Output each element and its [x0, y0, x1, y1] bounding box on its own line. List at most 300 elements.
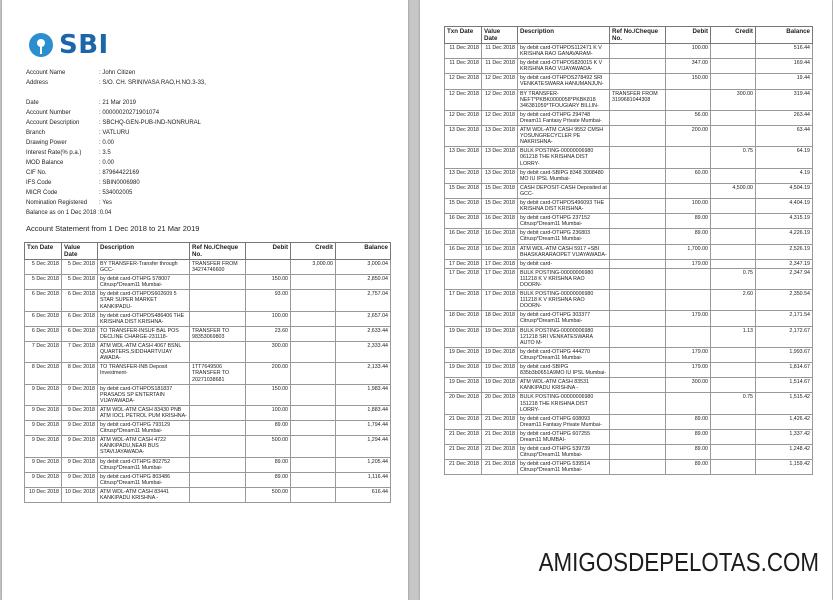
table-header-row: [445, 27, 813, 44]
cell-balance: 319.44: [756, 89, 813, 110]
account-info-label: Account Number: [26, 110, 71, 116]
cell-txn-date: 16 Dec 2018: [445, 244, 482, 259]
cell-ref-no: [610, 147, 666, 168]
cell-value-date: 11 Dec 2018: [482, 59, 518, 74]
cell-credit: [711, 59, 756, 74]
cell-description: BULK POSTING-00000006980 111218 K V KRISHNA RAO DOORN-: [518, 268, 610, 289]
account-info-label: Drawing Power: [26, 140, 67, 146]
cell-debit: 89.00: [666, 445, 711, 460]
cell-txn-date: 12 Dec 2018: [445, 89, 482, 110]
cell-description: by debit card-: [518, 259, 610, 268]
col-txn-date: Txn Date: [445, 27, 482, 44]
cell-credit: [291, 311, 336, 326]
cell-txn-date: 8 Dec 2018: [25, 363, 62, 384]
table-header-row: [25, 243, 391, 260]
sbi-logo: [29, 30, 109, 60]
cell-txn-date: 20 Dec 2018: [445, 393, 482, 414]
cell-balance: 2,171.54: [756, 311, 813, 326]
table-row: [445, 89, 813, 110]
cell-value-date: 17 Dec 2018: [482, 259, 518, 268]
cell-balance: 64.19: [756, 147, 813, 168]
col-value-date: Value Date: [482, 27, 518, 44]
cell-value-date: 21 Dec 2018: [482, 429, 518, 444]
cell-txn-date: 21 Dec 2018: [445, 460, 482, 475]
cell-credit: [711, 445, 756, 460]
cell-balance: 1,883.44: [336, 405, 391, 420]
cell-debit: 89.00: [666, 460, 711, 475]
cell-credit: [291, 436, 336, 457]
cell-txn-date: 17 Dec 2018: [445, 259, 482, 268]
cell-debit: 200.00: [666, 126, 711, 147]
cell-description: CASH DEPOSIT-CASH Deposited at GCC-: [518, 183, 610, 198]
cell-value-date: 7 Dec 2018: [62, 342, 98, 363]
cell-value-date: 11 Dec 2018: [482, 44, 518, 59]
cell-balance: 4,315.19: [756, 214, 813, 229]
cell-description: by debit card-OTHPOS486406 THE KRISHNA DIST KRISHNA-: [98, 311, 190, 326]
cell-credit: [711, 168, 756, 183]
table-row: [25, 384, 391, 405]
account-info-label: Balance as on 1 Dec 2018 :0.04: [26, 210, 112, 216]
cell-ref-no: [610, 347, 666, 362]
cell-ref-no: TRANSFER FROM 34274746600: [190, 260, 246, 275]
cell-ref-no: [610, 445, 666, 460]
cell-txn-date: 7 Dec 2018: [25, 342, 62, 363]
account-info-row: [26, 128, 206, 138]
cell-balance: 1,116.44: [336, 472, 391, 487]
cell-value-date: 9 Dec 2018: [62, 384, 98, 405]
cell-value-date: 16 Dec 2018: [482, 229, 518, 244]
cell-ref-no: [190, 405, 246, 420]
cell-ref-no: [610, 229, 666, 244]
cell-credit: [291, 405, 336, 420]
cell-credit: [291, 290, 336, 311]
cell-value-date: 10 Dec 2018: [62, 487, 98, 502]
table-row: [445, 378, 813, 393]
cell-balance: 2,657.04: [336, 311, 391, 326]
account-info-value: : VATLURU: [99, 130, 130, 136]
cell-ref-no: [610, 311, 666, 326]
cell-txn-date: 5 Dec 2018: [25, 275, 62, 290]
cell-balance: 4,226.19: [756, 229, 813, 244]
transactions-body-page-2: [445, 44, 813, 475]
cell-value-date: 9 Dec 2018: [62, 436, 98, 457]
cell-balance: 2,850.04: [336, 275, 391, 290]
table-row: [445, 229, 813, 244]
account-info-row: [26, 198, 206, 208]
sbi-logo-icon: [29, 33, 53, 57]
col-balance: Balance: [336, 243, 391, 260]
cell-value-date: 19 Dec 2018: [482, 326, 518, 347]
cell-balance: 19.44: [756, 74, 813, 89]
cell-description: by debit card-OTHPG 237152 Citrusp*Dream11 Mumbai-: [518, 214, 610, 229]
account-info-row: [26, 98, 206, 108]
cell-txn-date: 12 Dec 2018: [445, 110, 482, 125]
cell-balance: 1,515.42: [756, 393, 813, 414]
table-row: [445, 74, 813, 89]
cell-description: by debit card-OTHPG 444270 Citrusp*Dream11 Mumbai-: [518, 347, 610, 362]
cell-credit: [291, 342, 336, 363]
cell-description: by debit card-OTHPOS602609 5 STAR SUPER MARKET KANKIPADU-: [98, 290, 190, 311]
cell-description: by debit card-SBIPG 8348 3008480 MO IU IPSL Mumbai-: [518, 168, 610, 183]
cell-description: BULK POSTING-00000006980 061218 THE KRISHNA DIST LORRY-: [518, 147, 610, 168]
cell-balance: 1,993.67: [756, 347, 813, 362]
col-debit: Debit: [246, 243, 291, 260]
transactions-body-page-1: [25, 260, 391, 503]
cell-debit: [666, 89, 711, 110]
account-info-label: Address: [26, 80, 49, 86]
cell-ref-no: [610, 460, 666, 475]
table-row: [25, 405, 391, 420]
cell-credit: [291, 457, 336, 472]
cell-ref-no: [190, 275, 246, 290]
table-row: [445, 429, 813, 444]
cell-description: BULK POSTING-00000006980 121218 SRI VENKATESWARA AUTO M-: [518, 326, 610, 347]
cell-debit: 179.00: [666, 259, 711, 268]
cell-balance: 4,404.19: [756, 198, 813, 213]
account-info: [26, 68, 206, 218]
cell-ref-no: [610, 59, 666, 74]
cell-credit: [711, 244, 756, 259]
account-info-value: : 0.00: [99, 160, 115, 166]
cell-description: BY TRANSFER-Transfer through GCC-: [98, 260, 190, 275]
cell-txn-date: 21 Dec 2018: [445, 429, 482, 444]
cell-credit: 1.13: [711, 326, 756, 347]
cell-debit: 89.00: [246, 472, 291, 487]
col-ref: Ref No./Cheque No.: [190, 243, 246, 260]
cell-value-date: 13 Dec 2018: [482, 126, 518, 147]
cell-value-date: 13 Dec 2018: [482, 147, 518, 168]
cell-debit: 200.00: [246, 363, 291, 384]
col-credit: Credit: [711, 27, 756, 44]
account-info-row: [26, 138, 206, 148]
cell-debit: 150.00: [246, 384, 291, 405]
account-info-row: [26, 88, 206, 98]
cell-description: by debit card-OTHPG 294748 Dream11 Fantasy Private Mumbai-: [518, 110, 610, 125]
cell-value-date: 20 Dec 2018: [482, 393, 518, 414]
col-credit: Credit: [291, 243, 336, 260]
cell-ref-no: [610, 259, 666, 268]
cell-balance: 2,333.44: [336, 342, 391, 363]
cell-credit: [291, 384, 336, 405]
statement-page-2: [420, 0, 832, 600]
cell-ref-no: [610, 429, 666, 444]
cell-credit: [291, 363, 336, 384]
cell-value-date: 12 Dec 2018: [482, 110, 518, 125]
account-info-label: Account Description: [26, 120, 80, 126]
cell-balance: 1,337.42: [756, 429, 813, 444]
account-info-value: : 0.00: [99, 140, 115, 146]
cell-description: by debit card-OTHPG 578007 Citrusp*Dream11 Mumbai-: [98, 275, 190, 290]
cell-ref-no: TRANSFER TO 98353069803: [190, 326, 246, 341]
cell-balance: 63.44: [756, 126, 813, 147]
cell-txn-date: 6 Dec 2018: [25, 311, 62, 326]
cell-value-date: 19 Dec 2018: [482, 378, 518, 393]
cell-debit: 89.00: [666, 214, 711, 229]
cell-credit: 300.00: [711, 89, 756, 110]
cell-ref-no: [190, 472, 246, 487]
table-row: [445, 110, 813, 125]
cell-balance: 1,514.67: [756, 378, 813, 393]
cell-value-date: 6 Dec 2018: [62, 326, 98, 341]
account-info-label: Nomination Registered: [26, 200, 88, 206]
cell-ref-no: [190, 487, 246, 502]
cell-txn-date: 9 Dec 2018: [25, 384, 62, 405]
cell-description: BY TRANSFER-NEFT*PKBK0000058*PKBK818 346381059*TFOUGIARY BILLIN-: [518, 89, 610, 110]
cell-balance: 2,347.19: [756, 259, 813, 268]
cell-description: ATM WDL-ATM CASH 83531 KANKIPADU KRISHNA -: [518, 378, 610, 393]
cell-ref-no: [190, 384, 246, 405]
cell-credit: [711, 110, 756, 125]
cell-balance: 4.19: [756, 168, 813, 183]
cell-credit: [291, 326, 336, 341]
col-description: Description: [518, 27, 610, 44]
cell-debit: 100.00: [246, 311, 291, 326]
cell-txn-date: 10 Dec 2018: [25, 487, 62, 502]
cell-txn-date: 15 Dec 2018: [445, 198, 482, 213]
cell-ref-no: [610, 126, 666, 147]
account-info-label: Account Name: [26, 70, 66, 76]
cell-balance: 3,000.04: [336, 260, 391, 275]
cell-credit: 3,000.00: [291, 260, 336, 275]
cell-value-date: 17 Dec 2018: [482, 268, 518, 289]
cell-debit: 89.00: [666, 414, 711, 429]
cell-txn-date: 19 Dec 2018: [445, 363, 482, 378]
cell-ref-no: [610, 363, 666, 378]
cell-value-date: 13 Dec 2018: [482, 168, 518, 183]
cell-credit: [291, 487, 336, 502]
table-row: [25, 421, 391, 436]
account-info-value: : 534002005: [99, 190, 133, 196]
account-info-value: : 00000020271901074: [99, 110, 160, 116]
cell-txn-date: 9 Dec 2018: [25, 457, 62, 472]
cell-description: by debit card-OTHPOS112471 K V KRISHNA RAO GANAVARAM-: [518, 44, 610, 59]
cell-debit: [666, 290, 711, 311]
cell-credit: [711, 429, 756, 444]
cell-debit: 300.00: [666, 378, 711, 393]
cell-balance: 4,504.19: [756, 183, 813, 198]
cell-ref-no: [190, 290, 246, 311]
cell-value-date: 21 Dec 2018: [482, 460, 518, 475]
cell-balance: 2,633.44: [336, 326, 391, 341]
cell-description: by debit card-OTHPOS496093 THE KRISHNA DIST KRISHNA-: [518, 198, 610, 213]
cell-description: ATM WDL-ATM CASH 4067 BSNL QUARTERS,SIDDHARTVIJAY AWADA-: [98, 342, 190, 363]
table-row: [25, 326, 391, 341]
table-row: [25, 260, 391, 275]
account-info-row: [26, 168, 206, 178]
cell-value-date: 5 Dec 2018: [62, 260, 98, 275]
table-row: [445, 414, 813, 429]
cell-description: ATM WDL-ATM CASH 4722 KANKIPADU,NEAR BUS STAVIJAYAWADA-: [98, 436, 190, 457]
table-row: [25, 472, 391, 487]
cell-credit: [711, 74, 756, 89]
cell-balance: 1,159.42: [756, 460, 813, 475]
cell-debit: 89.00: [666, 229, 711, 244]
cell-debit: 93.00: [246, 290, 291, 311]
cell-txn-date: 18 Dec 2018: [445, 311, 482, 326]
col-value-date: Value Date: [62, 243, 98, 260]
account-info-row: [26, 68, 206, 78]
cell-ref-no: [610, 183, 666, 198]
account-info-value: : SBCHQ-GEN-PUB-IND-NONRURAL: [99, 120, 202, 126]
col-txn-date: Txn Date: [25, 243, 62, 260]
cell-debit: 1,700.00: [666, 244, 711, 259]
cell-txn-date: 21 Dec 2018: [445, 445, 482, 460]
cell-debit: [666, 147, 711, 168]
cell-debit: 347.00: [666, 59, 711, 74]
cell-value-date: 18 Dec 2018: [482, 311, 518, 326]
cell-debit: 100.00: [246, 405, 291, 420]
cell-debit: 60.00: [666, 168, 711, 183]
cell-txn-date: 6 Dec 2018: [25, 290, 62, 311]
cell-balance: 2,350.54: [756, 290, 813, 311]
cell-debit: 179.00: [666, 347, 711, 362]
cell-txn-date: 13 Dec 2018: [445, 126, 482, 147]
cell-credit: [711, 378, 756, 393]
col-balance: Balance: [756, 27, 813, 44]
cell-ref-no: [190, 457, 246, 472]
cell-credit: [291, 275, 336, 290]
cell-balance: 2,757.04: [336, 290, 391, 311]
cell-description: by debit card-OTHPG 793129 Citrusp*Dream11 Mumbai-: [98, 421, 190, 436]
cell-ref-no: [610, 214, 666, 229]
cell-debit: [666, 326, 711, 347]
cell-credit: [711, 198, 756, 213]
cell-ref-no: [610, 244, 666, 259]
table-row: [445, 244, 813, 259]
cell-balance: 516.44: [756, 44, 813, 59]
cell-description: by debit card-OTHPG 539739 Citrusp*Dream11 Mumbai-: [518, 445, 610, 460]
cell-txn-date: 5 Dec 2018: [25, 260, 62, 275]
cell-value-date: 21 Dec 2018: [482, 445, 518, 460]
cell-credit: [711, 126, 756, 147]
cell-description: by debit card-OTHPG 607255 Dream11 MUMBAI-: [518, 429, 610, 444]
cell-value-date: 16 Dec 2018: [482, 244, 518, 259]
cell-debit: [666, 183, 711, 198]
cell-debit: 150.00: [666, 74, 711, 89]
cell-debit: [246, 260, 291, 275]
cell-description: ATM WDL-ATM CASH 83441 KANKIPADU KRISHNA -: [98, 487, 190, 502]
cell-ref-no: [190, 342, 246, 363]
cell-txn-date: 6 Dec 2018: [25, 326, 62, 341]
table-row: [25, 457, 391, 472]
table-row: [445, 326, 813, 347]
cell-balance: 1,205.44: [336, 457, 391, 472]
table-row: [25, 311, 391, 326]
cell-credit: [711, 229, 756, 244]
table-row: [445, 59, 813, 74]
cell-description: by debit card-OTHPOS278492 SRI VENKATESWARA HANUMANJUN-: [518, 74, 610, 89]
table-row: [25, 487, 391, 502]
cell-txn-date: 11 Dec 2018: [445, 44, 482, 59]
table-row: [445, 147, 813, 168]
cell-description: by debit card-OTHPG 303377 Citrusp*Dream11 Mumbai-: [518, 311, 610, 326]
cell-ref-no: [610, 110, 666, 125]
cell-balance: 2,347.94: [756, 268, 813, 289]
account-info-label: MOD Balance: [26, 160, 64, 166]
cell-debit: 179.00: [666, 363, 711, 378]
table-row: [25, 436, 391, 457]
cell-value-date: 21 Dec 2018: [482, 414, 518, 429]
cell-value-date: 9 Dec 2018: [62, 405, 98, 420]
cell-debit: 56.00: [666, 110, 711, 125]
cell-txn-date: 16 Dec 2018: [445, 229, 482, 244]
cell-credit: [711, 347, 756, 362]
account-info-label: Interest Rate(% p.a.): [26, 150, 82, 156]
cell-credit: [711, 311, 756, 326]
table-row: [445, 445, 813, 460]
transactions-table-page-2: [444, 26, 813, 475]
cell-txn-date: 19 Dec 2018: [445, 378, 482, 393]
cell-balance: 1,294.44: [336, 436, 391, 457]
statement-page-1: [2, 0, 408, 600]
cell-description: by debit card-SBIPG 835b3b0651A9MO IU IPSL Mumbai-: [518, 363, 610, 378]
cell-description: by debit card-OTHPG 802752 Citrusp*Dream11 Mumbai-: [98, 457, 190, 472]
cell-txn-date: 9 Dec 2018: [25, 436, 62, 457]
cell-description: by debit card-OTHPG 608093 Dream11 Fantasy Private Mumbai-: [518, 414, 610, 429]
cell-balance: 2,526.19: [756, 244, 813, 259]
cell-txn-date: 21 Dec 2018: [445, 414, 482, 429]
col-ref: Ref No./Cheque No.: [610, 27, 666, 44]
account-info-label: Branch: [26, 130, 46, 136]
cell-debit: 500.00: [246, 487, 291, 502]
cell-txn-date: 9 Dec 2018: [25, 405, 62, 420]
cell-credit: [291, 421, 336, 436]
account-info-value: : 21 Mar 2019: [99, 100, 137, 106]
col-debit: Debit: [666, 27, 711, 44]
table-row: [445, 198, 813, 213]
cell-value-date: 19 Dec 2018: [482, 363, 518, 378]
cell-description: BULK POSTING-00000006980 111218 K V KRISHNA RAO DOORN-: [518, 290, 610, 311]
cell-balance: 2,172.67: [756, 326, 813, 347]
cell-value-date: 15 Dec 2018: [482, 183, 518, 198]
table-row: [445, 290, 813, 311]
cell-credit: 2.60: [711, 290, 756, 311]
account-info-value: : SBIN0006980: [99, 180, 140, 186]
cell-description: TO TRANSFER-INSUF BAL POS DECLINE CHARGE-231118-: [98, 326, 190, 341]
cell-value-date: 16 Dec 2018: [482, 214, 518, 229]
cell-value-date: 9 Dec 2018: [62, 472, 98, 487]
cell-description: ATM WDL-ATM CASH 5917 +SBI BHASKARARAOPET VIJAYAWADA-: [518, 244, 610, 259]
cell-ref-no: [610, 74, 666, 89]
cell-balance: 2,133.44: [336, 363, 391, 384]
cell-debit: 89.00: [666, 429, 711, 444]
account-info-row: [26, 118, 206, 128]
cell-debit: 89.00: [246, 421, 291, 436]
cell-debit: 300.00: [246, 342, 291, 363]
cell-value-date: 17 Dec 2018: [482, 290, 518, 311]
table-row: [445, 460, 813, 475]
cell-debit: 23.60: [246, 326, 291, 341]
cell-ref-no: [190, 311, 246, 326]
cell-description: BULK POSTING-00000006980 151218 THE KRISHNA DIST LORRY-: [518, 393, 610, 414]
account-info-value: : S/O. CH. SRINIVASA RAO,H.NO.3-33,: [99, 80, 206, 86]
account-info-row: [26, 148, 206, 158]
cell-credit: 0.75: [711, 393, 756, 414]
table-row: [445, 126, 813, 147]
cell-description: by debit card-OTHPOS820015 K V KRISHNA RAO VIJAYAWADA-: [518, 59, 610, 74]
statement-title: Account Statement from 1 Dec 2018 to 21 Mar 2019: [26, 224, 200, 233]
cell-value-date: 12 Dec 2018: [482, 74, 518, 89]
cell-txn-date: 12 Dec 2018: [445, 74, 482, 89]
table-row: [445, 44, 813, 59]
cell-balance: 1,983.44: [336, 384, 391, 405]
cell-credit: 0.75: [711, 268, 756, 289]
cell-credit: [711, 214, 756, 229]
cell-ref-no: [610, 168, 666, 183]
cell-ref-no: [190, 421, 246, 436]
cell-value-date: 6 Dec 2018: [62, 311, 98, 326]
cell-value-date: 6 Dec 2018: [62, 290, 98, 311]
